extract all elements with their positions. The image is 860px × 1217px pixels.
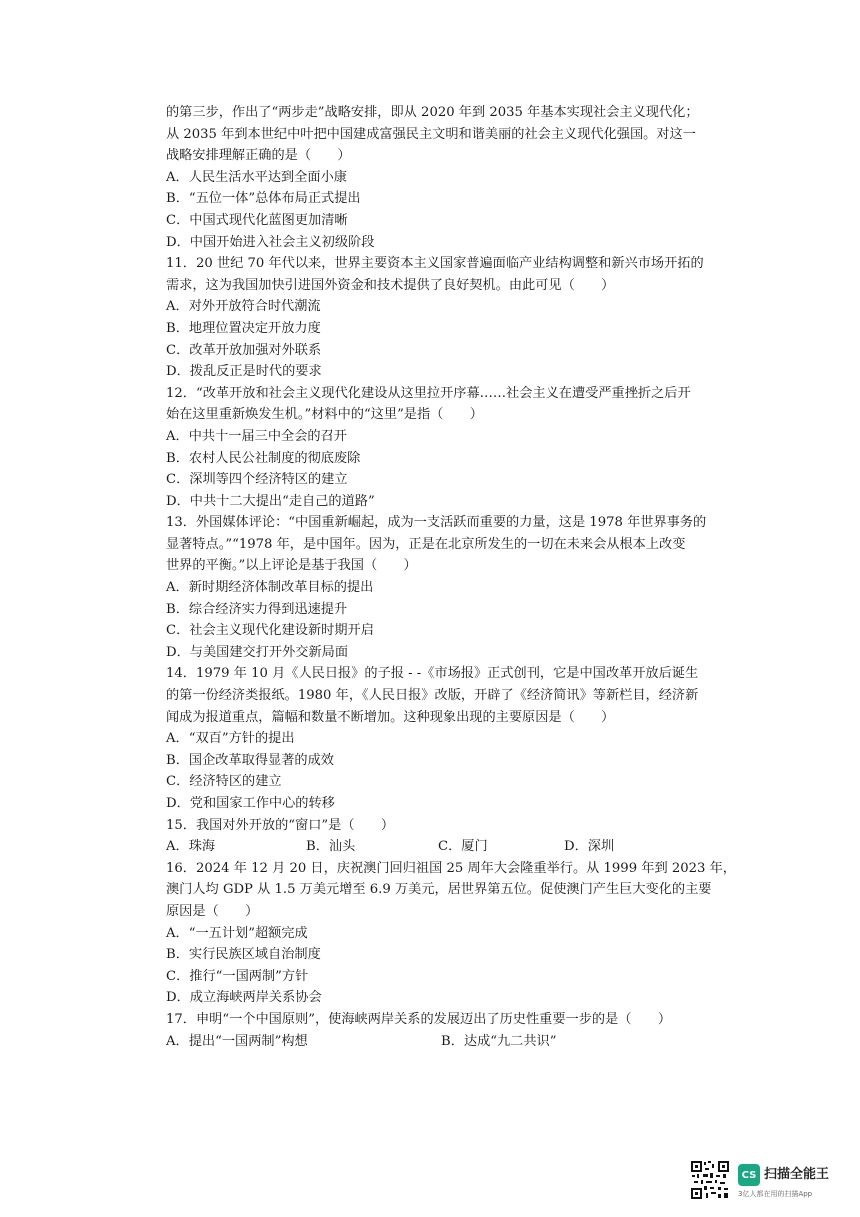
question-stem-line: 17．申明“一个中国原则”，使海峡两岸关系的发展迈出了历史性重要一步的是（ ） — [166, 1011, 672, 1027]
question-stem-line: 澳门人均 GDP 从 1.5 万美元增至 6.9 万美元，居世界第五位。促使澳门产生巨大变化的主要 — [166, 882, 712, 898]
option-row — [166, 836, 706, 858]
qr-code-icon — [690, 1160, 730, 1200]
option-d: D．成立海峡两岸关系协会 — [166, 990, 322, 1006]
question-16 — [166, 858, 736, 1009]
option-d: D．中共十二大提出“走自己的道路” — [166, 493, 375, 509]
option-a: A．提出“一国两制”构想 — [166, 1033, 308, 1049]
option-d: D．深圳 — [564, 839, 615, 855]
question-stem-line: 12．“改革开放和社会主义现代化建设从这里拉开序幕……社会主义在遭受严重挫折之后开 — [166, 385, 691, 401]
scanner-app-name: 扫描全能王 — [764, 1167, 830, 1182]
option-c: C．厦门 — [438, 839, 488, 855]
option-d: D．拨乱反正是时代的要求 — [166, 364, 322, 380]
question-stem-line: 始在这里重新焕发生机。”材料中的“这里”是指（ ） — [166, 407, 483, 423]
option-c: C．社会主义现代化建设新时期开启 — [166, 623, 374, 639]
option-a: A．中共十一届三中全会的召开 — [166, 428, 347, 444]
option-d: D．中国开始进入社会主义初级阶段 — [166, 234, 375, 250]
option-c: C．推行“一国两制”方针 — [166, 968, 309, 984]
option-a: A．“一五计划”超额完成 — [166, 925, 308, 941]
option-d: D．与美国建交打开外交新局面 — [166, 644, 349, 660]
question-11 — [166, 253, 706, 383]
option-d: D．党和国家工作中心的转移 — [166, 796, 335, 811]
question-13 — [166, 512, 706, 663]
question-stem-line: 15．我国对外开放的“窗口”是（ ） — [166, 817, 395, 833]
question-stem-line: 闻成为报道重点，篇幅和数量不断增加。这种现象出现的主要原因是（ ） — [166, 709, 615, 725]
option-c: C．中国式现代化蓝图更加清晰 — [166, 212, 348, 228]
question-14 — [166, 663, 706, 814]
option-b: B．“五位一体”总体布局正式提出 — [166, 191, 361, 207]
option-c: C．深圳等四个经济特区的建立 — [166, 472, 348, 488]
question-stem-line: 需求，这为我国加快引进国外资金和技术提供了良好契机。由此可见（ ） — [166, 277, 615, 293]
question-stem-line: 16．2024 年 12 月 20 日，庆祝澳门回归祖国 25 周年大会隆重举行。从 1999 年到 2023 年， — [166, 860, 736, 876]
option-a: A．“双百”方针的提出 — [166, 731, 295, 747]
option-b: B．综合经济实力得到迅速提升 — [166, 601, 348, 617]
question-stem-line: 从 2035 年到本世纪中叶把中国建成富强民主文明和谐美丽的社会主义现代化强国。对这一 — [166, 126, 696, 142]
option-a: A．新时期经济体制改革目标的提出 — [166, 580, 374, 596]
option-b: B．国企改革取得显著的成效 — [166, 752, 334, 768]
option-c: C．改革开放加强对外联系 — [166, 342, 322, 358]
question-stem-line: 的第三步，作出了“两步走”战略安排，即从 2020 年到 2035 年基本实现社会主义现代化； — [166, 105, 699, 120]
option-a: A．对外开放符合时代潮流 — [166, 299, 321, 315]
question-12 — [166, 383, 706, 513]
question-stem-line: 世界的平衡。”以上评论是基于我国（ ） — [166, 558, 417, 574]
camscanner-logo-icon: CS — [738, 1164, 760, 1186]
question-stem-line: 显著特点。”“1978 年，是中国年。因为，正是在北京所发生的一切在未来会从根本上改变 — [166, 536, 686, 552]
question-stem-line: 11．20 世纪 70 年代以来，世界主要资本主义国家普遍面临产业结构调整和新兴市场开拓的 — [166, 256, 704, 272]
option-a: A．人民生活水平达到全面小康 — [166, 169, 347, 185]
question-stem-line: 14．1979 年 10 月《人民日报》的子报 - -《市场报》正式创刊，它是中国改革开放后诞生 — [166, 666, 699, 682]
option-b: B．汕头 — [306, 839, 356, 855]
question-stem-line: 战略安排理解正确的是（ ） — [166, 148, 351, 164]
scanner-watermark — [690, 1160, 830, 1204]
question-17 — [166, 1009, 706, 1052]
question-stem-line: 原因是（ ） — [166, 903, 259, 919]
option-b: B．农村人民公社制度的彻底废除 — [166, 450, 361, 466]
option-b: B．实行民族区域自治制度 — [166, 947, 321, 963]
option-c: C．经济特区的建立 — [166, 774, 282, 790]
question-stem-line: 的第一份经济类报纸。1980 年，《人民日报》改版，开辟了《经济简讯》等新栏目，经济新 — [166, 688, 699, 704]
option-b: B．达成“九二共识” — [441, 1033, 557, 1049]
scanner-tagline: 3亿人都在用的扫描App — [738, 1190, 813, 1198]
option-row — [166, 1031, 706, 1053]
question-15 — [166, 815, 706, 858]
question-stem-line: 13．外国媒体评论：“中国重新崛起，成为一支活跃而重要的力量，这是 1978 年世界事务的 — [166, 515, 707, 531]
option-b: B．地理位置决定开放力度 — [166, 320, 321, 336]
exam-page-content — [166, 102, 736, 1052]
question-10-continued — [166, 102, 706, 253]
option-a: A．珠海 — [166, 839, 216, 855]
